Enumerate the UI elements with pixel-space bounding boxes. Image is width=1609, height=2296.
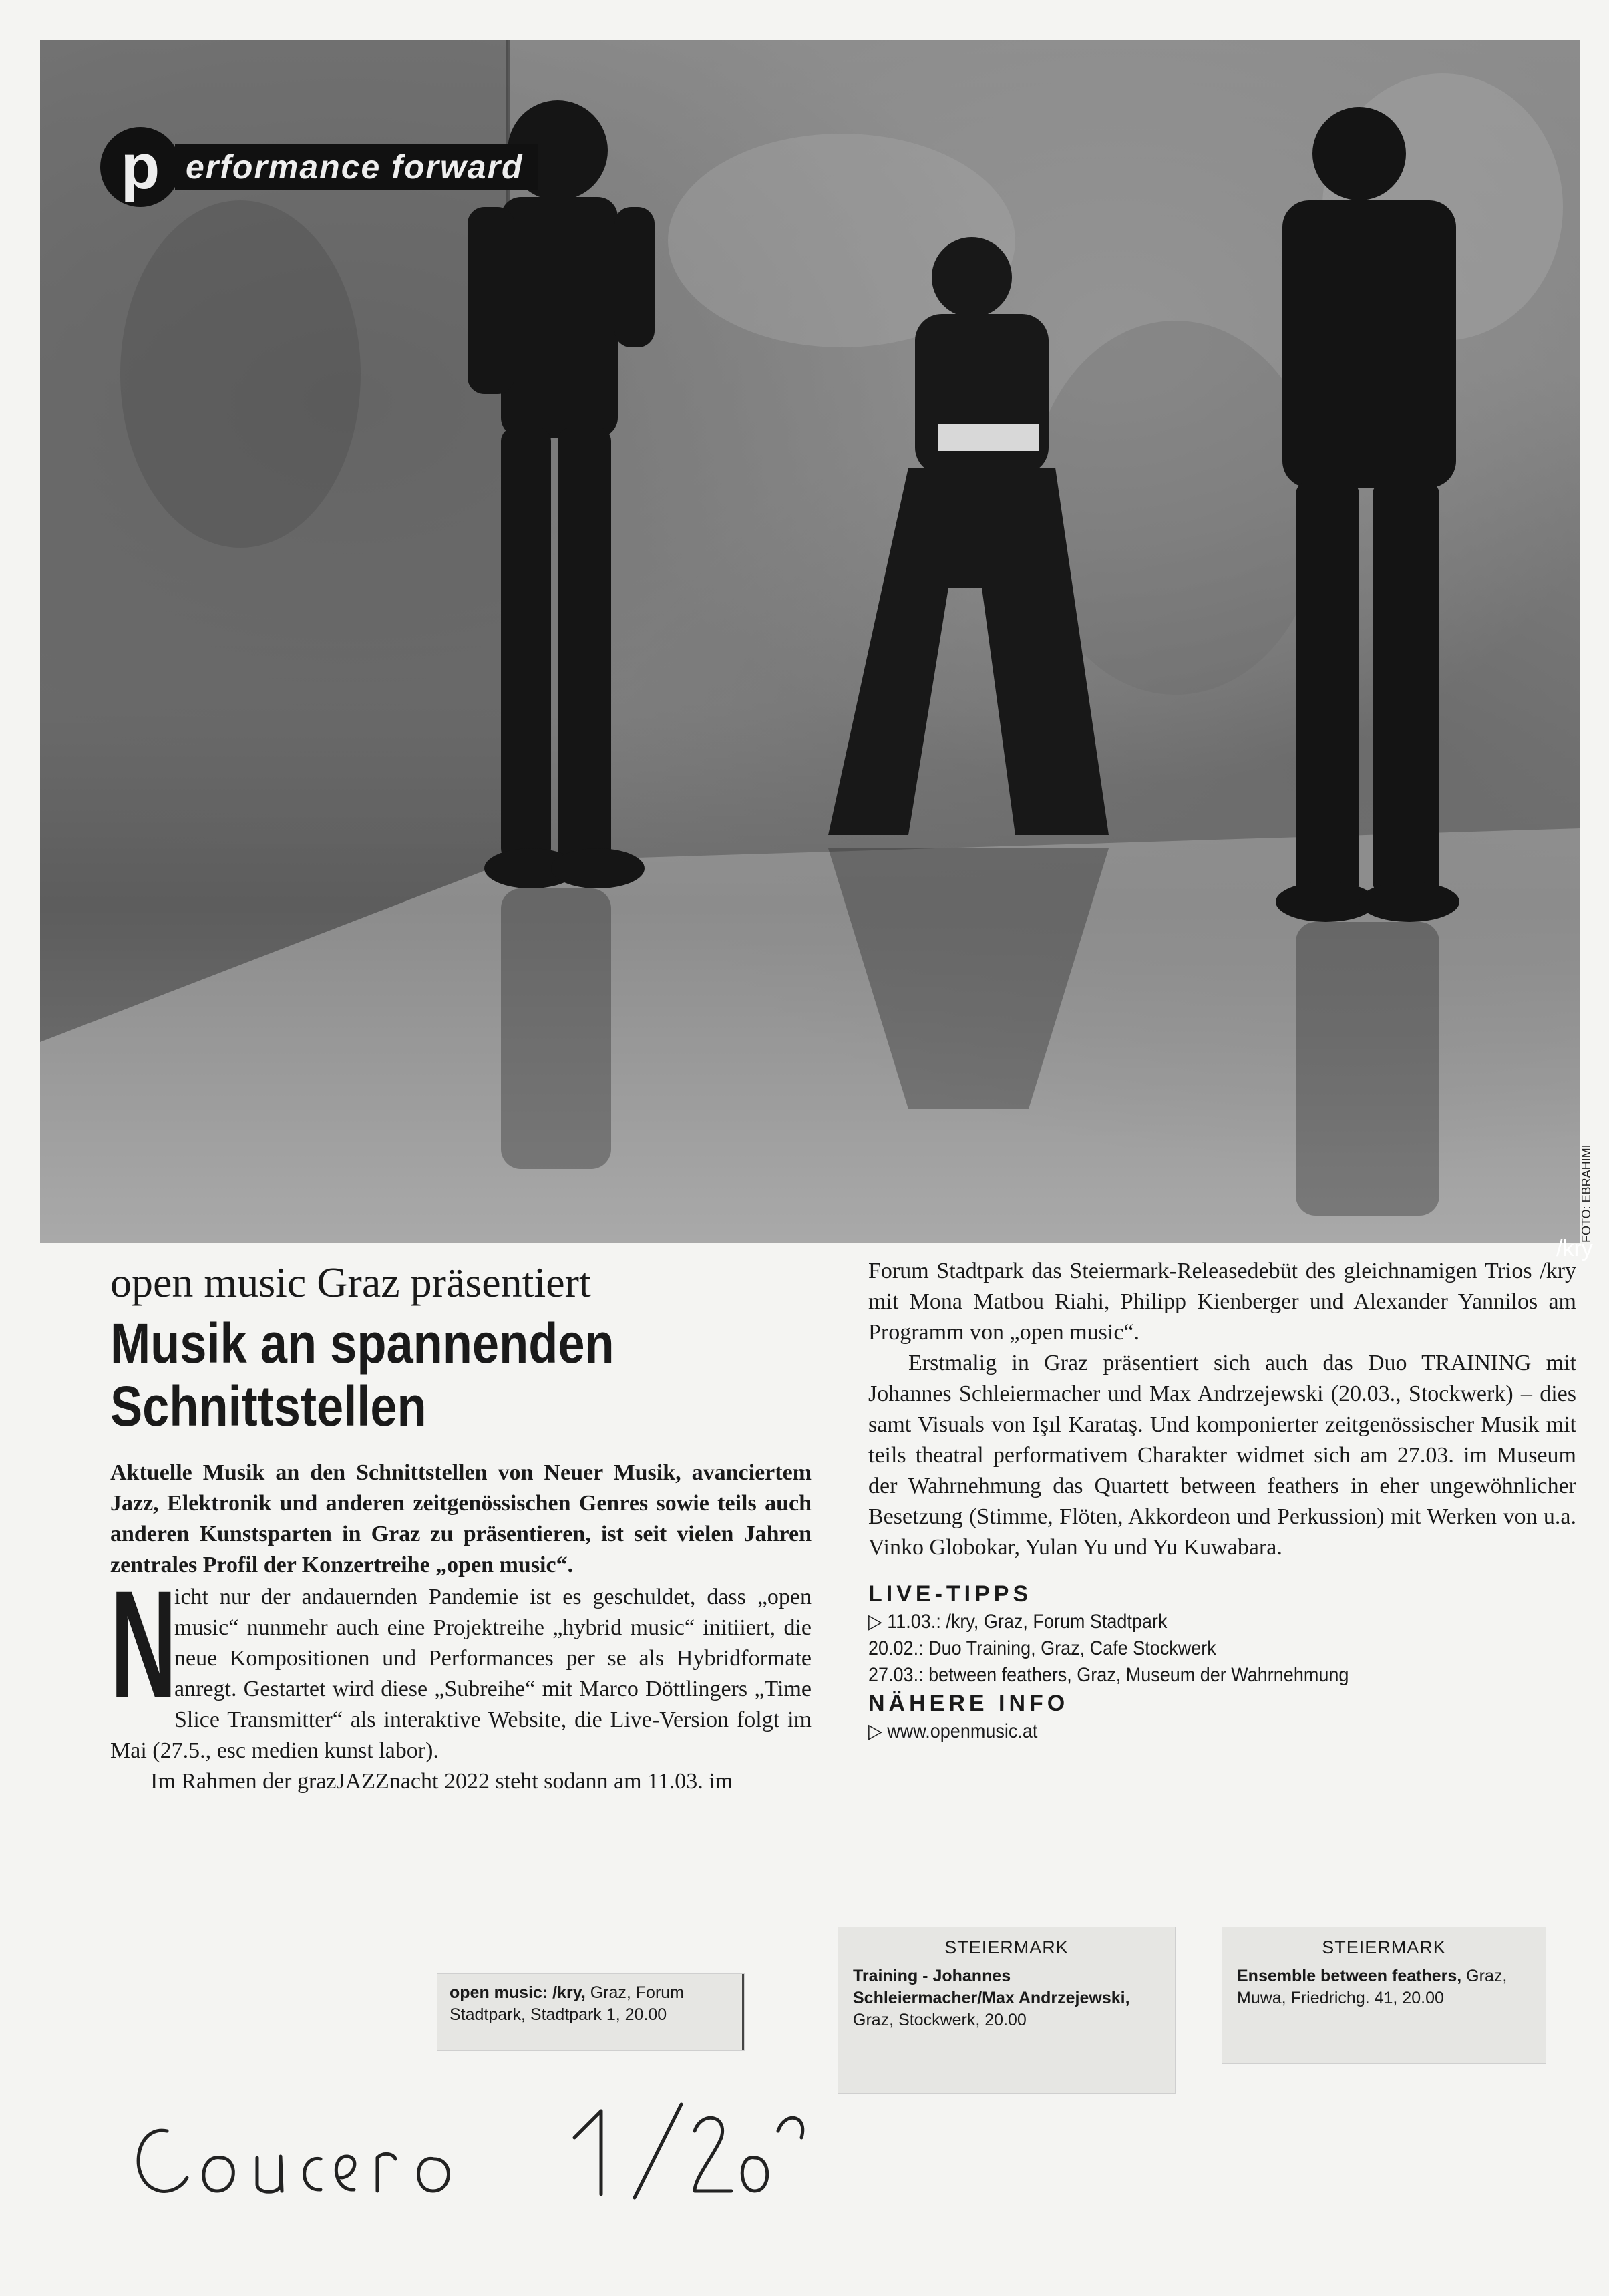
badge-letter: p [100,127,180,207]
headline-line-1: Musik an spannenden [110,1312,614,1375]
clipping-title: open music: /kry, [450,1983,586,2002]
article-left-column [110,1256,812,1797]
article-paragraph-3: Forum Stadtpark das Steiermark-Releasedebüt des gleichnamigen Trios /kry mit Mona Matbou Riahi, Philipp Kienberger und Alexander Yannilos am Programm von „open music“. [868,1259,1576,1345]
clipping-title: Training - Johannes Schleiermacher/Max Andrzejewski, [853,1967,1130,2007]
article-kicker: open music Graz präsentiert [110,1259,591,1306]
clipping-details: Graz, Stockwerk, 20.00 [853,2011,1027,2029]
live-tip-item: 20.02.: Duo Training, Graz, Cafe Stockwerk [868,1637,1216,1659]
live-tips-heading: LIVE-TIPPS [868,1581,1033,1607]
band-photo-illustration [40,40,1580,1243]
article-paragraph-1 [110,1559,812,1766]
clipping-region: STEIERMARK [1322,1937,1446,1957]
headline-line-2: Schnittstellen [110,1375,427,1438]
photo-caption-tag: /kry [1556,1236,1593,1261]
live-tip-item: 27.03.: between feathers, Graz, Museum der Wahrnehmung [868,1664,1349,1686]
clipping-kry [437,1974,744,2050]
article-paragraph-4: Erstmalig in Graz präsentiert sich auch das Duo TRAINING mit Johannes Schleiermacher und Max Andrzejewski (20.03., Stockwerk) – dies samt Visuals von Işıl Karataş. Und komponierter zeitgenössischer Musik mit teils theatral performativem Charakter widmet sich am 27.03. im Museum der Wahrnehmung das Quartett between feathers in eher ungewöhnlicher Besetzung (Stimme, Flöten, Akkordeon und Perkussion) mit Werken von u.a. Vinko Globokar, Yulan Yu und Yu Kuwabara. [868,1351,1576,1560]
section-badge [100,127,538,207]
paragraph-1-text: icht nur der andauernden Pandemie ist es geschuldet, dass „open music“ nunmehr auch eine Projektreihe „hybrid music“ initiiert, die neue Kompositionen und Performances per se als Hybridformate anregt. Gestartet wird diese „Subreihe“ mit Marco Döttlingers „Time Slice Transmitter“ als interaktive Website, die Live-Version folgt im Mai (27.5., esc medien kunst labor). [110,1585,812,1763]
article-lead: Aktuelle Musik an den Schnittstellen von Neuer Musik, avanciertem Jazz, Elektronik und anderen zeitgenössischen Genres sowie teils auch anderen Kunstsparten in Graz zu präsentieren, ist seit vielen Jahren zentrales Profil der Konzertreihe „open music“. [110,1460,812,1577]
clipping-training [838,1927,1175,2093]
drop-cap: N [110,1559,177,1730]
clipping-between-feathers [1222,1927,1546,2063]
article-paragraph-2: Im Rahmen der grazJAZZnacht 2022 steht sodann am 11.03. im [150,1769,733,1794]
article-headline [110,1312,799,1438]
handwritten-note [120,2084,788,2218]
clipping-region: STEIERMARK [944,1937,1069,1957]
clipping-details: Graz, Muwa, Friedrichg. 41, 20.00 [1237,1967,1507,2007]
website-link[interactable]: ▷ www.openmusic.at [868,1720,1038,1742]
clipping-details: Graz, Forum Stadtpark, Stadtpark 1, 20.00 [450,1983,685,2024]
section-title: erformance forward [175,144,538,190]
live-tip-item: ▷ 11.03.: /kry, Graz, Forum Stadtpark [868,1611,1168,1633]
live-tips-box [868,1579,1576,1745]
clipping-title: Ensemble between feathers, [1237,1967,1462,1985]
photo-credit: FOTO: EBRAHIMI [1580,1144,1593,1243]
more-info-heading: NÄHERE INFO [868,1691,1069,1716]
article-right-column [868,1256,1576,1745]
